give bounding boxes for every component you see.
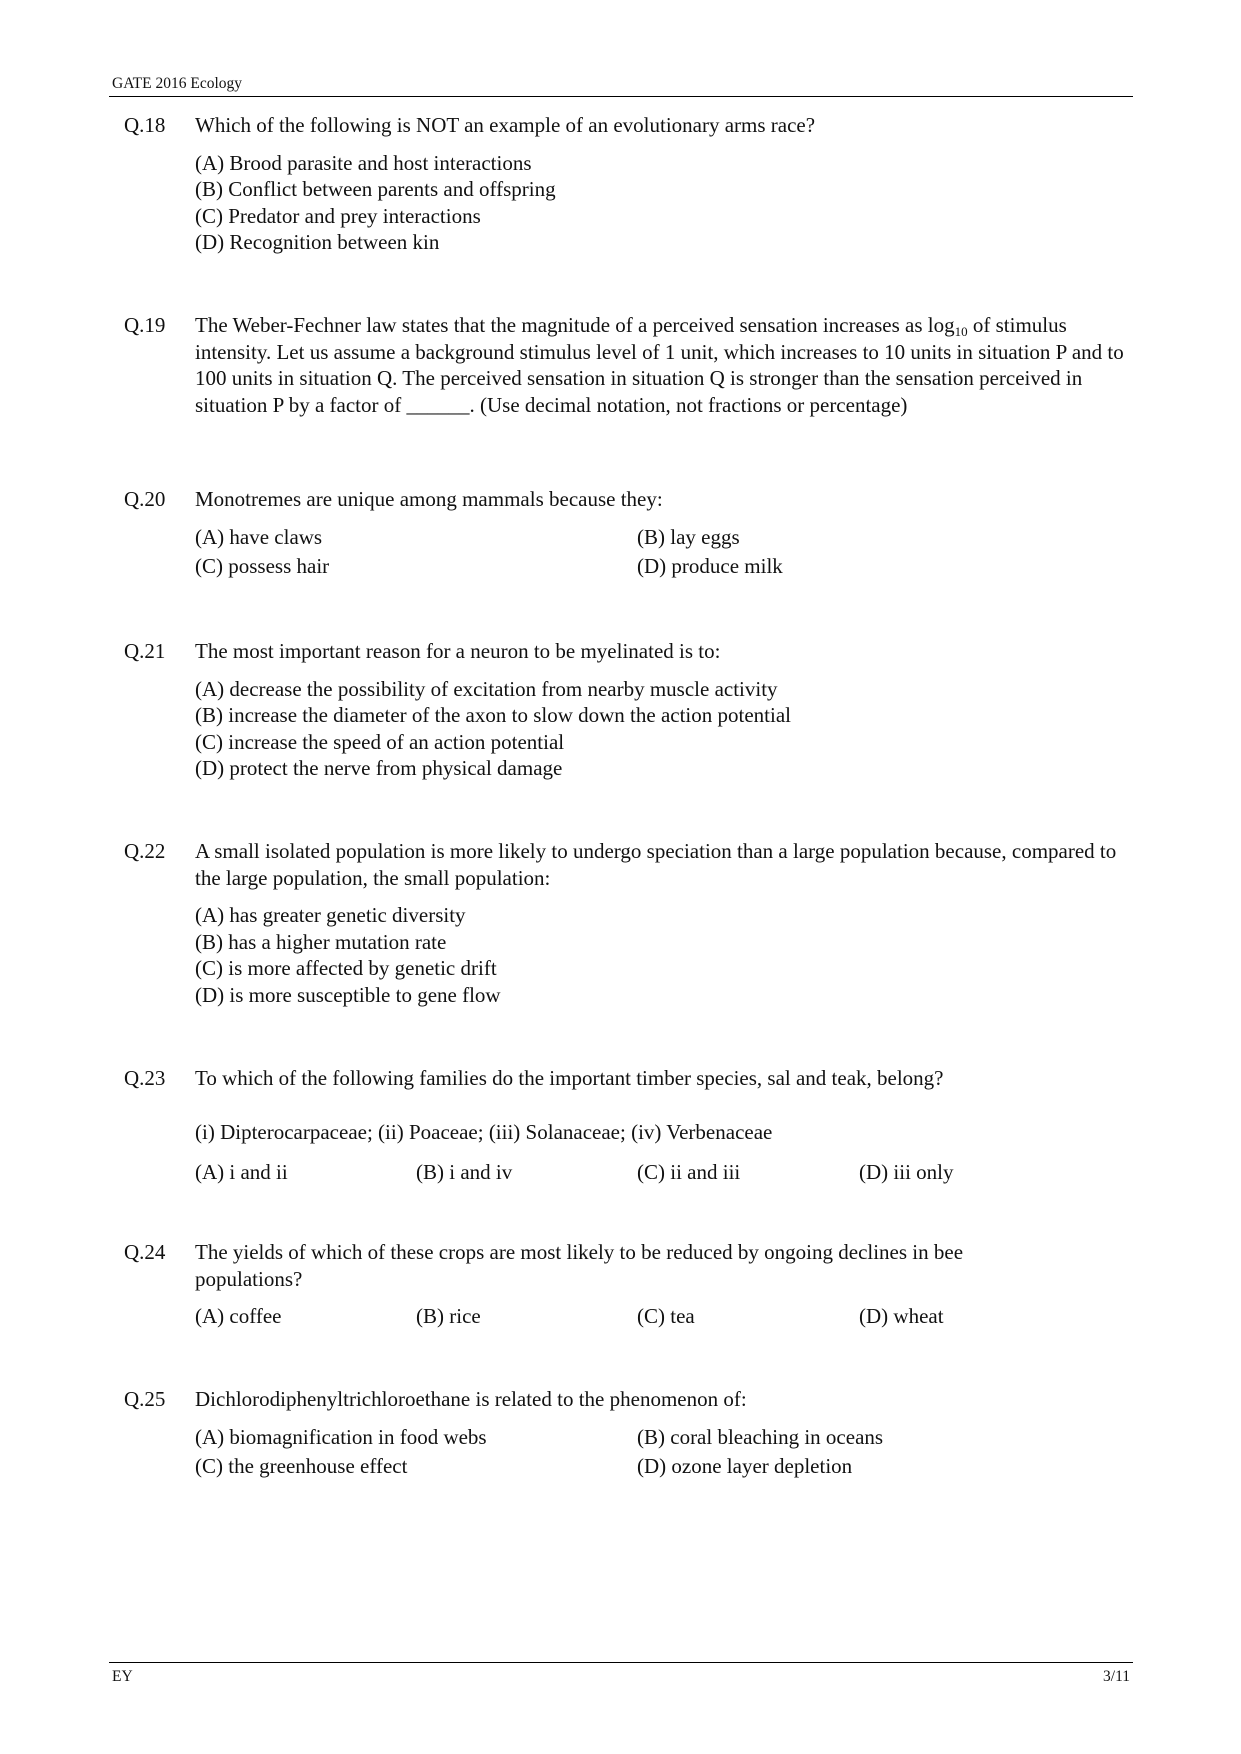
question-number: Q.23 xyxy=(124,1066,166,1090)
question-number: Q.22 xyxy=(124,839,166,863)
question-text-part-1: The Weber-Fechner law states that the magnitude of a perceived sensation increases as log xyxy=(195,313,955,337)
page-number: 3/11 xyxy=(1103,1668,1130,1685)
question-number: Q.25 xyxy=(124,1387,166,1411)
option-c: (C) tea xyxy=(637,1304,695,1328)
question-text: A small isolated population is more likely to undergo speciation than a large population because, compared to the large population, the small population: xyxy=(195,839,1117,890)
option-b: (B) increase the diameter of the axon to slow down the action potential xyxy=(195,703,791,727)
option-b: (B) lay eggs xyxy=(637,524,740,549)
option-b: (B) rice xyxy=(416,1304,481,1328)
option-a: (A) biomagnification in food webs xyxy=(195,1424,487,1449)
option-c: (C) the greenhouse effect xyxy=(195,1453,408,1478)
statement-list: (i) Dipterocarpaceae; (ii) Poaceae; (iii) Solanaceae; (iv) Verbenaceae xyxy=(195,1119,773,1144)
header-rule xyxy=(109,96,1133,97)
question-text: The yields of which of these crops are most likely to be reduced by ongoing declines in bee populations? xyxy=(195,1240,964,1291)
option-a: (A) i and ii xyxy=(195,1160,288,1184)
question-text: To which of the following families do the important timber species, sal and teak, belong? xyxy=(195,1066,944,1090)
question-number: Q.18 xyxy=(124,113,166,137)
option-c: (C) ii and iii xyxy=(637,1160,741,1184)
paper-code: EY xyxy=(112,1668,133,1685)
question-number: Q.19 xyxy=(124,313,166,337)
question-text-part-2: of stimulus intensity. Let us assume a background stimulus level of 1 unit, which increases to 10 units in situation P and to 100 units in situation Q. The perceived sensation in situation Q is stronger than the sensation perceived in situation P by a factor of ______. (Use decimal notation, not fractions or percentage) xyxy=(195,313,1124,417)
option-c: (C) is more affected by genetic drift xyxy=(195,956,497,980)
option-a: (A) Brood parasite and host interactions xyxy=(195,150,532,175)
option-c: (C) Predator and prey interactions xyxy=(195,203,481,228)
option-d: (D) produce milk xyxy=(637,553,783,578)
question-text: Dichlorodiphenyltrichloroethane is related to the phenomenon of: xyxy=(195,1387,747,1411)
option-a: (A) have claws xyxy=(195,524,323,549)
question-number: Q.24 xyxy=(124,1240,166,1264)
option-a: (A) has greater genetic diversity xyxy=(195,903,466,927)
option-d: (D) ozone layer depletion xyxy=(637,1453,853,1478)
option-b: (B) i and iv xyxy=(416,1160,513,1184)
question-text xyxy=(195,312,1130,418)
option-d: (D) wheat xyxy=(859,1304,944,1328)
question-number: Q.21 xyxy=(124,639,166,663)
option-a: (A) decrease the possibility of excitation from nearby muscle activity xyxy=(195,676,778,701)
option-b: (B) has a higher mutation rate xyxy=(195,929,447,954)
option-c: (C) increase the speed of an action potential xyxy=(195,729,565,754)
option-a: (A) coffee xyxy=(195,1304,282,1328)
question-text: Which of the following is NOT an example of an evolutionary arms race? xyxy=(195,113,816,137)
option-b: (B) Conflict between parents and offspring xyxy=(195,177,556,201)
option-d: (D) Recognition between kin xyxy=(195,230,440,254)
option-b: (B) coral bleaching in oceans xyxy=(637,1424,884,1449)
log-base-subscript: 10 xyxy=(954,324,968,339)
option-d: (D) iii only xyxy=(859,1160,954,1184)
question-text: Monotremes are unique among mammals because they: xyxy=(195,487,663,511)
option-d: (D) protect the nerve from physical damage xyxy=(195,756,563,780)
question-text: The most important reason for a neuron to be myelinated is to: xyxy=(195,639,721,663)
page-header: GATE 2016 Ecology xyxy=(112,75,243,92)
option-c: (C) possess hair xyxy=(195,553,330,578)
option-d: (D) is more susceptible to gene flow xyxy=(195,982,501,1007)
footer-rule xyxy=(109,1662,1133,1663)
question-number: Q.20 xyxy=(124,487,166,511)
